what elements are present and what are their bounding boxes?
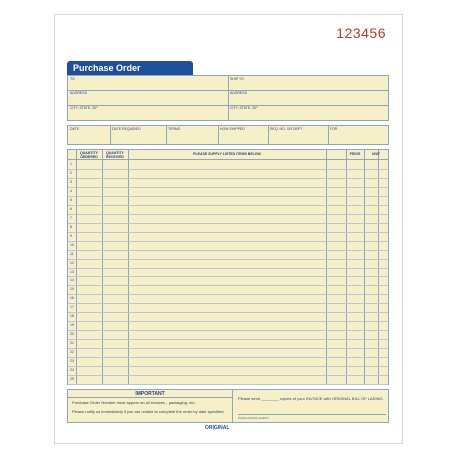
row-number: 9 bbox=[70, 233, 72, 238]
unit-header: UNIT bbox=[371, 152, 381, 156]
form-title: Purchase Order bbox=[67, 61, 193, 75]
ship-to-field[interactable]: SHIP TO bbox=[230, 77, 244, 81]
table-row[interactable] bbox=[68, 339, 388, 340]
qty-ordered-header: QUANTITY ORDERED bbox=[80, 151, 98, 159]
row-number: 22 bbox=[70, 350, 74, 355]
terms-field[interactable]: TERMS bbox=[168, 127, 181, 131]
copy-label: ORIGINAL bbox=[205, 425, 230, 431]
row-number: 11 bbox=[70, 251, 74, 256]
date-required-field[interactable]: DATE REQUIRED bbox=[112, 127, 141, 131]
table-row[interactable] bbox=[68, 223, 388, 224]
items-header: PLEASE SUPPLY LISTED ITEMS BELOW bbox=[193, 152, 261, 156]
po-number: 123456 bbox=[336, 25, 386, 41]
table-row[interactable] bbox=[68, 205, 388, 206]
row-number: 12 bbox=[70, 260, 74, 265]
req-no-field[interactable]: REQ. NO. OR DEPT. bbox=[270, 127, 303, 131]
row-number: 23 bbox=[70, 359, 74, 364]
row-number: 4 bbox=[70, 188, 72, 193]
important-note-1: Purchase Order Number must appear on all invoices - packaging, etc. bbox=[72, 400, 196, 405]
purchasing-agent-label: PURCHASING AGENT bbox=[238, 416, 270, 420]
important-title: IMPORTANT bbox=[135, 391, 165, 397]
table-row[interactable] bbox=[68, 312, 388, 313]
purchase-order-form bbox=[54, 14, 403, 444]
table-row[interactable] bbox=[68, 366, 388, 367]
row-number: 16 bbox=[70, 296, 74, 301]
table-row[interactable] bbox=[68, 330, 388, 331]
table-row[interactable] bbox=[68, 285, 388, 286]
to-field[interactable]: TO bbox=[70, 77, 75, 81]
order-info-row bbox=[67, 125, 389, 145]
row-number: 13 bbox=[70, 269, 74, 274]
items-grid bbox=[67, 149, 389, 385]
table-row[interactable] bbox=[68, 268, 388, 269]
price-header: PRICE bbox=[349, 152, 361, 156]
table-row[interactable] bbox=[68, 276, 388, 277]
table-row[interactable] bbox=[68, 250, 388, 251]
table-row[interactable] bbox=[68, 259, 388, 260]
table-row[interactable] bbox=[68, 375, 388, 376]
row-number: 5 bbox=[70, 197, 72, 202]
please-send-note: Please send ________ copies of your INVOICE with ORIGINAL BILL OF LADING. bbox=[238, 396, 384, 401]
table-row[interactable] bbox=[68, 169, 388, 170]
table-row[interactable] bbox=[68, 384, 388, 385]
address-field-left[interactable]: ADDRESS bbox=[70, 91, 87, 95]
address-block bbox=[67, 75, 389, 121]
table-row[interactable] bbox=[68, 178, 388, 179]
row-number: 18 bbox=[70, 314, 74, 319]
row-number: 3 bbox=[70, 179, 72, 184]
row-number: 25 bbox=[70, 377, 74, 382]
how-shipped-field[interactable]: HOW SHIPPED bbox=[220, 127, 245, 131]
table-row[interactable] bbox=[68, 303, 388, 304]
row-number: 6 bbox=[70, 206, 72, 211]
row-number: 21 bbox=[70, 341, 74, 346]
table-row[interactable] bbox=[68, 196, 388, 197]
important-note-2: Please notify us immediately if you are unable to complete the order by date specified. bbox=[72, 409, 225, 414]
for-field[interactable]: FOR bbox=[330, 127, 338, 131]
table-row[interactable] bbox=[68, 321, 388, 322]
row-number: 1 bbox=[70, 162, 72, 166]
row-number: 10 bbox=[70, 242, 74, 247]
row-number: 19 bbox=[70, 323, 74, 328]
row-number: 7 bbox=[70, 215, 72, 220]
row-number: 20 bbox=[70, 332, 74, 337]
table-row[interactable] bbox=[68, 348, 388, 349]
table-row[interactable] bbox=[68, 232, 388, 233]
row-number: 8 bbox=[70, 224, 72, 229]
city-field-right[interactable]: CITY, STATE, ZIP bbox=[230, 106, 258, 110]
table-row[interactable] bbox=[68, 357, 388, 358]
date-field[interactable]: DATE bbox=[70, 127, 80, 131]
qty-received-header: QUANTITY RECEIVED bbox=[106, 151, 124, 159]
table-row[interactable] bbox=[68, 187, 388, 188]
table-row[interactable] bbox=[68, 294, 388, 295]
row-number: 14 bbox=[70, 278, 74, 283]
row-number: 24 bbox=[70, 368, 74, 373]
address-field-right[interactable]: ADDRESS bbox=[230, 91, 247, 95]
table-row[interactable] bbox=[68, 241, 388, 242]
row-number: 17 bbox=[70, 305, 74, 310]
table-row[interactable] bbox=[68, 214, 388, 215]
bottom-block bbox=[67, 389, 389, 423]
row-number: 2 bbox=[70, 170, 72, 175]
city-field-left[interactable]: CITY, STATE, ZIP bbox=[70, 106, 98, 110]
row-number: 15 bbox=[70, 287, 74, 292]
